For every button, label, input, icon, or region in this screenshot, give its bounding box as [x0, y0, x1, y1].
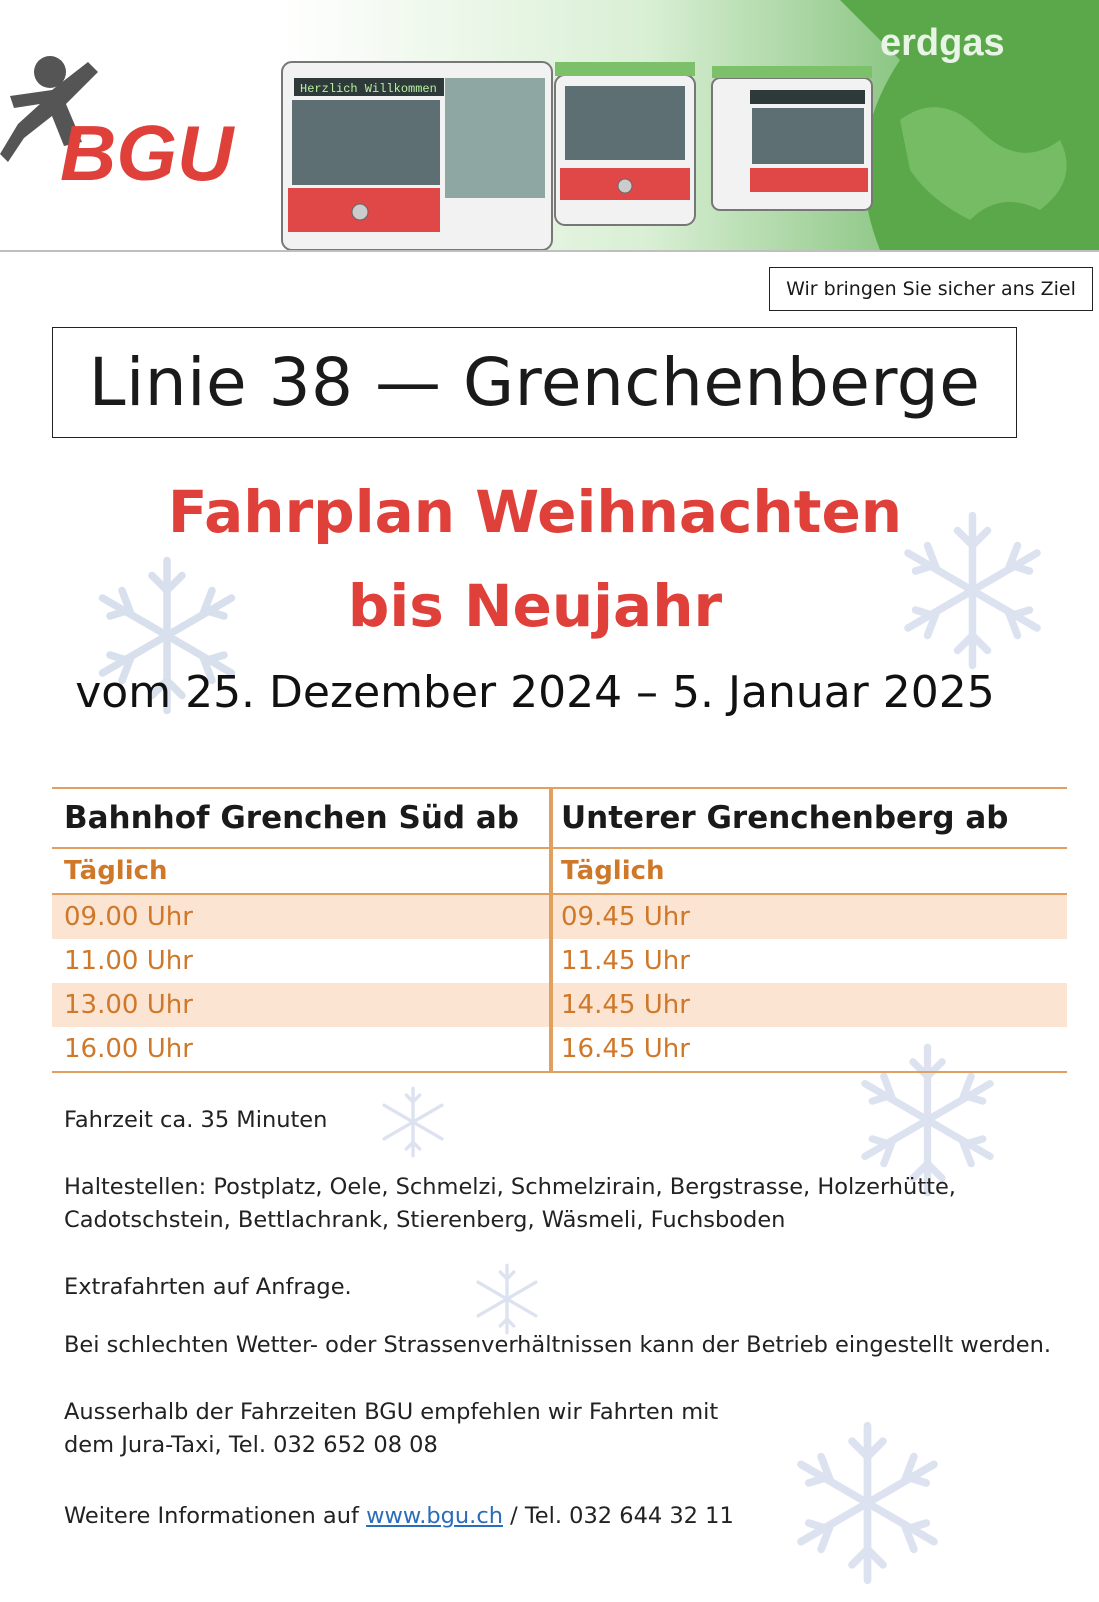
bus-fleet-photo: [280, 0, 1099, 250]
taxi-line2: dem Jura-Taxi, Tel. 032 652 08 08: [64, 1432, 438, 1458]
day-label: Täglich: [561, 856, 665, 886]
table-header-row: [52, 787, 1067, 849]
more-info-prefix: Weitere Informationen auf: [64, 1503, 367, 1529]
line-title: Linie 38 — Grenchenberge: [52, 327, 1017, 438]
departure-time: 16.45 Uhr: [561, 1034, 690, 1064]
column-header: Bahnhof Grenchen Süd ab: [64, 800, 519, 836]
snowflake-icon: [378, 1085, 448, 1159]
stops-line2: Cadotschstein, Bettlachrank, Stierenberg, Wäsmeli, Fuchsboden: [64, 1207, 786, 1233]
header-divider: [0, 250, 1099, 252]
website-link[interactable]: www.bgu.ch: [366, 1503, 503, 1529]
bus-2: [555, 62, 695, 225]
bus-3: [712, 66, 872, 210]
schedule-title-line1: Fahrplan Weihnachten: [167, 478, 903, 546]
date-range: vom 25. Dezember 2024 – 5. Januar 2025: [75, 667, 995, 718]
more-info: [64, 1500, 734, 1533]
svg-text:Herzlich Willkommen: Herzlich Willkommen: [300, 82, 437, 96]
table-row: [52, 1027, 1067, 1073]
bgu-logo: [0, 50, 260, 200]
day-label: Täglich: [64, 856, 168, 886]
departure-time: 13.00 Uhr: [64, 990, 193, 1020]
departure-time: 16.00 Uhr: [64, 1034, 193, 1064]
departure-time: 14.45 Uhr: [561, 990, 690, 1020]
logo-text: BGU: [60, 109, 234, 197]
departure-time: 11.00 Uhr: [64, 946, 193, 976]
table-subheader-row: [52, 849, 1067, 895]
departure-time: 09.00 Uhr: [64, 902, 193, 932]
more-info-suffix: / Tel. 032 644 32 11: [502, 1503, 734, 1529]
slogan-box: Wir bringen Sie sicher ans Ziel: [769, 267, 1093, 311]
timetable: [52, 787, 1067, 1073]
table-row: [52, 895, 1067, 939]
column-header: Unterer Grenchenberg ab: [561, 800, 1009, 836]
departure-time: 11.45 Uhr: [561, 946, 690, 976]
bus-side-text: erdgas: [880, 22, 1005, 64]
table-row: [52, 939, 1067, 983]
snowflake-icon: [790, 1418, 945, 1588]
extra-trips: Extrafahrten auf Anfrage.: [64, 1274, 352, 1300]
taxi-line1: Ausserhalb der Fahrzeiten BGU empfehlen wir Fahrten mit: [64, 1399, 719, 1425]
snowflake-icon: [472, 1262, 542, 1336]
stops-line1: Haltestellen: Postplatz, Oele, Schmelzi, Schmelzirain, Bergstrasse, Holzerhütte,: [64, 1174, 956, 1200]
bus-1: [282, 62, 552, 250]
weather-notice: Bei schlechten Wetter- oder Strassenverhältnissen kann der Betrieb eingestellt werden.: [64, 1332, 1051, 1358]
departure-time: 09.45 Uhr: [561, 902, 690, 932]
schedule-title-line2: bis Neujahr: [347, 572, 723, 640]
travel-time: Fahrzeit ca. 35 Minuten: [64, 1107, 328, 1133]
table-row: [52, 983, 1067, 1027]
